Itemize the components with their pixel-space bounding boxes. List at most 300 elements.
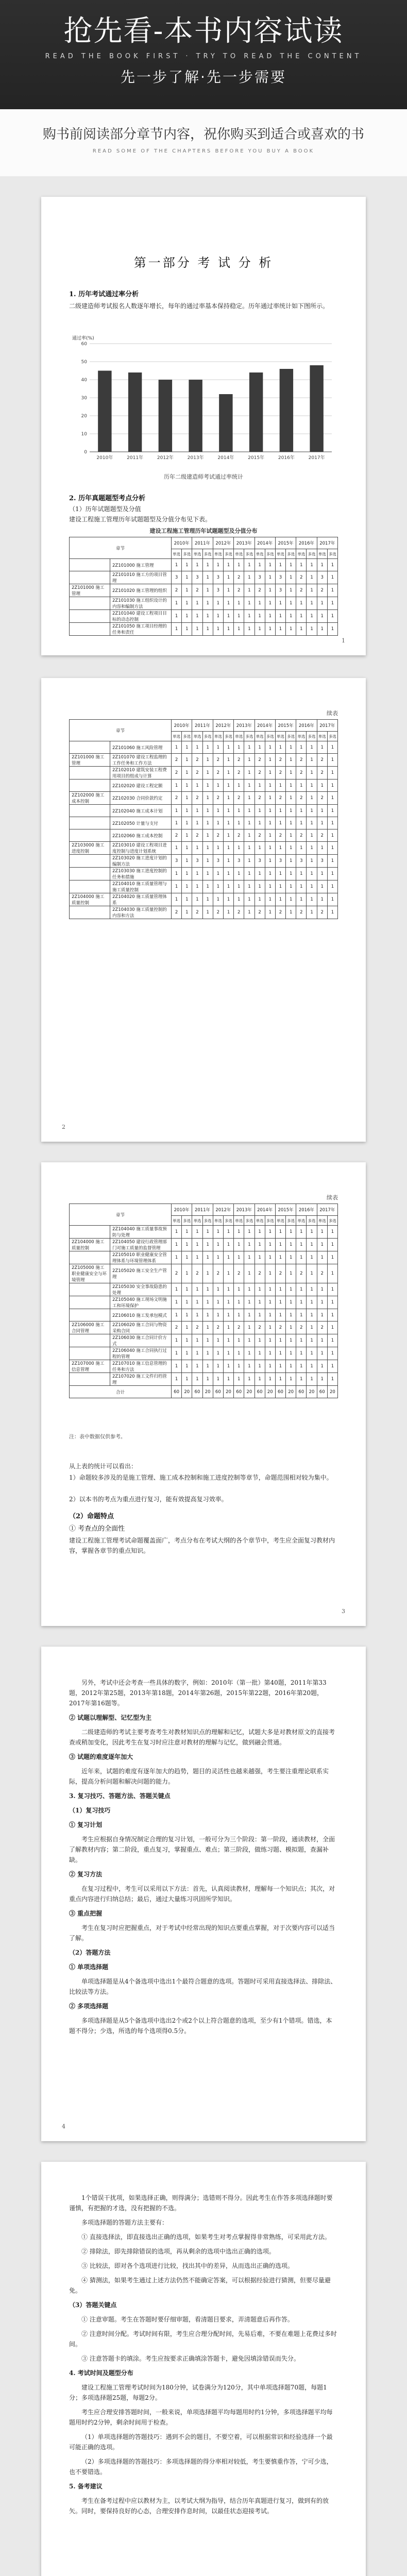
table-cell: 2 <box>213 767 223 779</box>
table-row-label: 2Z102030 合同价款约定 <box>110 792 172 805</box>
table-cell: 1 <box>202 1264 213 1283</box>
table-cell: 1 <box>192 1296 202 1309</box>
table-row <box>70 623 338 636</box>
table-cell: 3 <box>296 855 307 868</box>
table-subheader: 多选 <box>223 1216 233 1226</box>
table-year-header: 2011年 <box>192 537 213 549</box>
table-cell: 1 <box>317 1239 327 1251</box>
section-heading: 1. 历年考试通过率分析 <box>69 291 139 298</box>
table-cell: 1 <box>296 842 307 855</box>
table-cell: 1 <box>307 868 317 880</box>
table-cell: 1 <box>234 741 244 754</box>
table-cell: 1 <box>296 1283 307 1296</box>
table-cell: 1 <box>223 597 233 610</box>
table-cell: 1 <box>234 1334 244 1347</box>
table-row <box>70 880 338 893</box>
subheader-chinese: 购书前阅读部分章节内容，祝你购买到适合或喜欢的书 <box>42 127 364 142</box>
table-cell: 1 <box>286 1251 296 1264</box>
table-cell: 1 <box>202 584 213 597</box>
table-cell: 1 <box>265 792 275 805</box>
table-cell: 1 <box>307 906 317 919</box>
table-cell: 60 <box>172 1386 182 1398</box>
table-category-cell <box>70 1334 110 1347</box>
table-cell: 1 <box>275 1309 285 1321</box>
table-cell: 60 <box>192 1386 202 1398</box>
table-cell: 1 <box>265 855 275 868</box>
paragraph: 1）命题较多涉及的是施工管理、施工成本控制和施工进度控制等章节，命题范围相对较为集中。 <box>69 1474 333 1481</box>
paragraph: 另外，考试中还会考查一些具体的数字，例如：2010年（第一批）第40题，2011年第33题，2012年第25题，2013年第18题，2014年第26题，2015年第22题，2016年第20题，2017年第16题等。 <box>69 1679 327 1707</box>
chart-x-tick-label: 2017年 <box>308 455 325 461</box>
table-cell: 1 <box>275 805 285 817</box>
table-cell: 1 <box>307 1296 317 1309</box>
table-cell: 1 <box>172 817 182 829</box>
table-cell: 1 <box>244 817 255 829</box>
table-cell: 1 <box>317 805 327 817</box>
table-cell: 1 <box>244 906 255 919</box>
table-cell: 1 <box>317 1334 327 1347</box>
table-cell: 1 <box>255 1283 265 1296</box>
table-row <box>70 584 338 597</box>
table-cell: 2 <box>172 906 182 919</box>
table-cell: 2 <box>192 792 202 805</box>
table-cell: 1 <box>213 1226 223 1239</box>
table-cell: 1 <box>317 1283 327 1296</box>
table-cell: 1 <box>213 1360 223 1373</box>
table-cell: 1 <box>286 893 296 906</box>
paragraph: （1）历年试题题型及分值 <box>69 505 141 513</box>
table-cell: 1 <box>244 1296 255 1309</box>
table-cell: 1 <box>192 842 202 855</box>
table-row <box>70 1347 338 1360</box>
table-cell: 2 <box>255 767 265 779</box>
table-cell: 1 <box>192 1239 202 1251</box>
table-cell: 1 <box>275 1373 285 1386</box>
table-cell: 1 <box>307 1309 317 1321</box>
table-cell: 1 <box>244 1334 255 1347</box>
table-cell: 3 <box>172 571 182 584</box>
table-cell: 1 <box>172 1334 182 1347</box>
table-cell: 2 <box>275 1264 285 1283</box>
paragraph: ④ 猜测法，如果考生通过上述方法仍然不能确定答案，可以根据经验进行猜测，但要尽量避免。 <box>69 2277 331 2294</box>
table-cell: 1 <box>275 1226 285 1239</box>
table-cell: 1 <box>182 792 192 805</box>
table-cell: 1 <box>244 880 255 893</box>
table-cell: 1 <box>213 610 223 623</box>
table-category-cell: 2Z106000 施工合同管理 <box>70 1321 110 1334</box>
paragraph: 建设工程施工管理考试时间为180分钟，试卷满分为120分，其中单项选择题70题，每题1分；多项选择题25题，每题2分。 <box>69 2384 327 2401</box>
table-cell: 60 <box>255 1386 265 1398</box>
table-cell: 1 <box>234 842 244 855</box>
table-cell: 1 <box>255 1373 265 1386</box>
table-cell: 1 <box>265 1334 275 1347</box>
table-cell: 1 <box>244 1309 255 1321</box>
table-cell: 1 <box>244 571 255 584</box>
table-cell: 1 <box>327 1296 337 1309</box>
table-cell: 1 <box>265 767 275 779</box>
table-cell: 1 <box>213 1283 223 1296</box>
paragraph: 考生在复习时应把握重点，对于考试中经常出现的知识点要重点掌握，对于次要内容可以适当了解。 <box>69 1924 335 1942</box>
table-cell: 1 <box>327 623 337 636</box>
table-cell: 1 <box>286 1373 296 1386</box>
table-cell: 1 <box>244 741 255 754</box>
table-category-cell: 2Z103000 施工进度控制 <box>70 842 110 855</box>
table-cell: 2 <box>213 1264 223 1283</box>
table-header-cell: 章节 <box>70 720 172 741</box>
table-subheader: 多选 <box>244 732 255 741</box>
table-cell: 1 <box>234 868 244 880</box>
table-cell: 1 <box>307 829 317 842</box>
table-cell: 2 <box>255 792 265 805</box>
table-cell: 1 <box>192 610 202 623</box>
table-cell: 1 <box>255 1226 265 1239</box>
header-banner <box>0 0 407 109</box>
table-cell: 1 <box>182 906 192 919</box>
table-cell: 1 <box>296 893 307 906</box>
table-cell: 1 <box>244 1251 255 1264</box>
table-cell: 2 <box>296 829 307 842</box>
table-cell: 2 <box>275 829 285 842</box>
table-row <box>70 855 338 868</box>
table-category-cell <box>70 779 110 792</box>
banner-title: 抢先看-本书内容试读 <box>63 14 344 48</box>
table-row <box>70 779 338 792</box>
table-cell: 1 <box>244 1226 255 1239</box>
table-category-cell: 2Z104000 施工质量控制 <box>70 893 110 906</box>
table-cell: 1 <box>265 1264 275 1283</box>
table-cell: 1 <box>172 868 182 880</box>
pass-rate-bar-chart <box>69 333 338 467</box>
section-heading: ② 复习方法 <box>69 1871 103 1878</box>
table-cell: 1 <box>296 868 307 880</box>
table-cell: 1 <box>192 1309 202 1321</box>
subheader-english: READ SOME OF THE CHAPTERS BEFORE YOU BUY A BOOK <box>92 148 315 154</box>
table-cell: 1 <box>255 559 265 571</box>
table-row <box>70 1360 338 1373</box>
table-subheader: 单选 <box>172 549 182 559</box>
table-cell: 1 <box>286 779 296 792</box>
table-row <box>70 1239 338 1251</box>
table-cell: 1 <box>286 1239 296 1251</box>
table-cell: 1 <box>286 855 296 868</box>
table-cell: 1 <box>307 623 317 636</box>
table-row <box>70 610 338 623</box>
table-subheader: 单选 <box>317 549 327 559</box>
table-cell: 1 <box>286 1309 296 1321</box>
table-cell: 1 <box>182 597 192 610</box>
table-year-header: 2011年 <box>192 720 213 732</box>
table-cell: 1 <box>275 817 285 829</box>
table-cell: 2 <box>255 754 265 767</box>
paragraph: 二级建造师考试报名人数逐年增长，每年的通过率基本保持稳定。历年通过率统计如下图所示。 <box>69 302 329 310</box>
table-subheader: 单选 <box>192 1216 202 1226</box>
table-cell: 1 <box>213 1239 223 1251</box>
table-subheader: 单选 <box>234 1216 244 1226</box>
table-cell: 2 <box>234 571 244 584</box>
table-cell: 1 <box>244 829 255 842</box>
table-subheader: 多选 <box>244 1216 255 1226</box>
table-cell: 1 <box>202 829 213 842</box>
table-cell: 2 <box>172 792 182 805</box>
table-cell: 1 <box>286 842 296 855</box>
table-row <box>70 817 338 829</box>
table-cell: 2 <box>192 829 202 842</box>
table-subheader: 多选 <box>265 1216 275 1226</box>
table-cell: 1 <box>182 1264 192 1283</box>
chart-y-tick-label: 30 <box>81 396 87 401</box>
table-category-cell <box>70 906 110 919</box>
table-cell: 1 <box>296 1360 307 1373</box>
table-cell: 1 <box>182 829 192 842</box>
table-cell: 1 <box>223 1309 233 1321</box>
table-cell: 1 <box>255 868 265 880</box>
table-cell: 1 <box>307 1226 317 1239</box>
paragraph: 建设工程施工管理考试命题覆盖面广，考点分布在考试大纲的各个章节中，考生应全面复习教材内容，掌握各章节的重点知识。 <box>69 1537 335 1554</box>
exam-distribution-table-continued <box>69 1204 338 1398</box>
table-cell: 3 <box>317 855 327 868</box>
table-cell: 60 <box>317 1386 327 1398</box>
paragraph: 考生应根据自身情况制定合理的复习计划，一般可分为三个阶段：第一阶段，通读教材，全面了解教材内容；第二阶段，重点复习，掌握重点、难点；第三阶段，做练习题、模拟题，查漏补缺。 <box>69 1836 335 1863</box>
table-year-header: 2011年 <box>192 1204 213 1216</box>
table-cell: 1 <box>307 855 317 868</box>
table-cell: 1 <box>234 1347 244 1360</box>
table-subheader: 多选 <box>182 732 192 741</box>
table-cell: 1 <box>317 779 327 792</box>
table-cell: 1 <box>172 623 182 636</box>
table-cell: 1 <box>182 1296 192 1309</box>
table-cell: 1 <box>172 1347 182 1360</box>
table-cell: 1 <box>223 741 233 754</box>
table-cell: 1 <box>317 817 327 829</box>
paragraph: 从上表的统计可以看出： <box>69 1463 138 1470</box>
table-row <box>70 597 338 610</box>
section-heading: ② 多项选择题 <box>69 2003 109 2010</box>
section-heading: ② 试题以理解型、记忆型为主 <box>69 1714 152 1721</box>
table-cell: 1 <box>223 767 233 779</box>
section-heading: （1）复习技巧 <box>69 1807 111 1814</box>
table-cell: 1 <box>327 1309 337 1321</box>
table-cell: 1 <box>244 584 255 597</box>
table-cell: 1 <box>223 906 233 919</box>
table-cell: 1 <box>255 597 265 610</box>
table-category-cell <box>70 1309 110 1321</box>
table-cell: 1 <box>275 559 285 571</box>
table-cell: 1 <box>317 1373 327 1386</box>
table-cell: 1 <box>192 1226 202 1239</box>
table-cell: 1 <box>275 1239 285 1251</box>
table-cell: 1 <box>244 1321 255 1334</box>
table-cell: 1 <box>327 1239 337 1251</box>
table-cell: 1 <box>286 792 296 805</box>
chart-y-tick-label: 10 <box>81 432 87 437</box>
table-cell: 2 <box>296 754 307 767</box>
table-cell: 1 <box>234 597 244 610</box>
table-cell: 1 <box>182 1309 192 1321</box>
table-cell: 1 <box>223 1360 233 1373</box>
table-cell: 1 <box>202 1347 213 1360</box>
table-cell: 1 <box>265 893 275 906</box>
table-cell: 1 <box>307 559 317 571</box>
table-cell: 1 <box>307 1347 317 1360</box>
section-heading: ③ 试题的难度逐年加大 <box>69 1753 133 1760</box>
table-subheader: 单选 <box>296 549 307 559</box>
table-subheader: 单选 <box>317 1216 327 1226</box>
table-cell: 1 <box>286 1226 296 1239</box>
table-cell: 1 <box>307 817 317 829</box>
table-row <box>70 559 338 571</box>
table-cell: 2 <box>234 829 244 842</box>
table-row-label: 2Z106030 施工合同计价方式 <box>110 1334 172 1347</box>
table-cell: 60 <box>213 1386 223 1398</box>
table-cell: 1 <box>327 1373 337 1386</box>
table-cell: 1 <box>223 584 233 597</box>
table-cell: 1 <box>172 1239 182 1251</box>
table-cell: 1 <box>213 1296 223 1309</box>
section-heading: （3）答题关键点 <box>69 2301 117 2309</box>
table-cell: 1 <box>327 1251 337 1264</box>
table-cell: 1 <box>327 1226 337 1239</box>
table-cell: 1 <box>192 741 202 754</box>
table-cell: 1 <box>327 571 337 584</box>
table-cell: 1 <box>182 610 192 623</box>
table-year-header: 2012年 <box>213 720 233 732</box>
table-cell: 3 <box>172 855 182 868</box>
table-cell: 2 <box>213 906 223 919</box>
document-page-1 <box>41 197 366 655</box>
table-subheader: 单选 <box>275 1216 285 1226</box>
paragraph: 考生在备考过程中应以教材为主，以考试大纲为指导，结合历年真题进行复习，做到有的放矢。同时，要保持良好的心态，合理安排作息时间，以最佳状态迎接考试。 <box>69 2497 329 2515</box>
table-cell: 1 <box>182 741 192 754</box>
table-cell: 2 <box>213 829 223 842</box>
chart-bar <box>280 369 293 452</box>
table-year-header: 2010年 <box>172 720 192 732</box>
table-cell: 1 <box>317 880 327 893</box>
table-cell: 1 <box>286 597 296 610</box>
table-row-label: 2Z104040 施工质量事故预防与处理 <box>110 1226 172 1239</box>
table-cell: 1 <box>296 817 307 829</box>
table-row-label: 2Z103030 施工进度控制的任务和措施 <box>110 868 172 880</box>
table-cell: 1 <box>317 623 327 636</box>
table-cell: 2 <box>234 1321 244 1334</box>
paragraph: ① 注意审题。考生在答题时要仔细审题，看清题目要求，弄清题意后再作答。 <box>81 2316 294 2323</box>
table-subheader: 多选 <box>223 549 233 559</box>
table-cell: 1 <box>327 805 337 817</box>
table-cell: 1 <box>244 1283 255 1296</box>
table-cell: 1 <box>286 817 296 829</box>
table-cell: 1 <box>213 741 223 754</box>
table-cell: 1 <box>202 805 213 817</box>
chart-bar <box>128 372 142 452</box>
section-heading: 5. 备考建议 <box>69 2483 103 2490</box>
table-row-label: 2Z107010 施工信息管理的任务和方法 <box>110 1360 172 1373</box>
table-cell: 1 <box>317 1296 327 1309</box>
table-cell: 60 <box>296 1386 307 1398</box>
table-cell: 1 <box>265 906 275 919</box>
table-cell: 1 <box>317 868 327 880</box>
table-subheader: 单选 <box>213 732 223 741</box>
table-cell: 20 <box>182 1386 192 1398</box>
table-cell: 1 <box>327 779 337 792</box>
table-cell: 1 <box>202 1251 213 1264</box>
table-year-header: 2015年 <box>275 1204 296 1216</box>
table-cell: 1 <box>192 805 202 817</box>
table-cell: 1 <box>265 610 275 623</box>
subheader <box>0 109 407 176</box>
table-cell: 1 <box>223 1283 233 1296</box>
table-cell: 1 <box>296 1251 307 1264</box>
table-row <box>70 1373 338 1386</box>
table-cell: 1 <box>202 597 213 610</box>
table-cell: 1 <box>202 741 213 754</box>
table-cell: 1 <box>223 829 233 842</box>
table-cell: 3 <box>255 855 265 868</box>
paragraph: 多项选择题的答题方法主要有： <box>81 2219 168 2226</box>
table-cell: 3 <box>213 855 223 868</box>
table-cell: 1 <box>275 868 285 880</box>
table-cell: 1 <box>192 559 202 571</box>
table-cell: 1 <box>255 741 265 754</box>
table-cell: 1 <box>213 1373 223 1386</box>
table-cell: 1 <box>307 741 317 754</box>
table-cell: 1 <box>255 1309 265 1321</box>
table-cell: 1 <box>286 906 296 919</box>
table-cell: 1 <box>223 868 233 880</box>
document-page-4 <box>41 1647 366 2141</box>
page-number: 1 <box>342 637 345 644</box>
table-cell: 1 <box>202 610 213 623</box>
table-year-header: 2016年 <box>296 1204 317 1216</box>
table-cell: 1 <box>265 1283 275 1296</box>
table-year-header: 2014年 <box>255 537 275 549</box>
table-cell: 2 <box>317 792 327 805</box>
table-cell: 1 <box>275 842 285 855</box>
paragraph: 2）以本书的考点为重点进行复习，能有效提高复习效率。 <box>69 1496 228 1503</box>
table-cell: 1 <box>202 1239 213 1251</box>
table-row-label: 2Z106020 施工合同与物资采购合同 <box>110 1321 172 1334</box>
table-year-header: 2013年 <box>234 720 255 732</box>
chart-bar <box>98 371 111 452</box>
table-row-label: 2Z105030 安全事故隐患的处理 <box>110 1283 172 1296</box>
table-cell: 1 <box>244 1264 255 1283</box>
table-cell: 1 <box>213 779 223 792</box>
table-category-cell: 2Z107000 施工信息管理 <box>70 1360 110 1373</box>
table-cell: 2 <box>275 906 285 919</box>
table-year-header: 2014年 <box>255 720 275 732</box>
paragraph: ② 注意时间分配。考试时间有限，考生应合理分配时间，先易后难，不要在难题上花费过多时间。 <box>69 2330 337 2348</box>
table-subheader: 多选 <box>327 549 337 559</box>
table-cell: 1 <box>192 1334 202 1347</box>
table-subheader: 单选 <box>192 549 202 559</box>
chart-x-tick-label: 2011年 <box>127 455 144 461</box>
table-cell: 2 <box>172 829 182 842</box>
table-subheader: 单选 <box>317 732 327 741</box>
table-cell: 1 <box>286 571 296 584</box>
table-year-header: 2012年 <box>213 537 233 549</box>
table-subheader: 多选 <box>265 549 275 559</box>
table-category-cell <box>70 855 110 868</box>
table-row <box>70 1251 338 1264</box>
table-cell: 1 <box>182 805 192 817</box>
table-cell: 1 <box>265 741 275 754</box>
table-category-cell <box>70 880 110 893</box>
table-cell: 2 <box>234 792 244 805</box>
table-year-header: 2013年 <box>234 537 255 549</box>
table-row-label: 2Z101010 施工方的项目管理 <box>110 571 172 584</box>
table-cell: 1 <box>327 1360 337 1373</box>
table-cell: 1 <box>182 1334 192 1347</box>
table-cell: 1 <box>286 805 296 817</box>
table-cell: 1 <box>327 893 337 906</box>
paragraph: 多项选择题是从5个备选项中选出2个或2个以上符合题意的选项，至少有1个错项。错选，本题不得分；少选，所选的每个选项得0.5分。 <box>69 2017 332 2035</box>
